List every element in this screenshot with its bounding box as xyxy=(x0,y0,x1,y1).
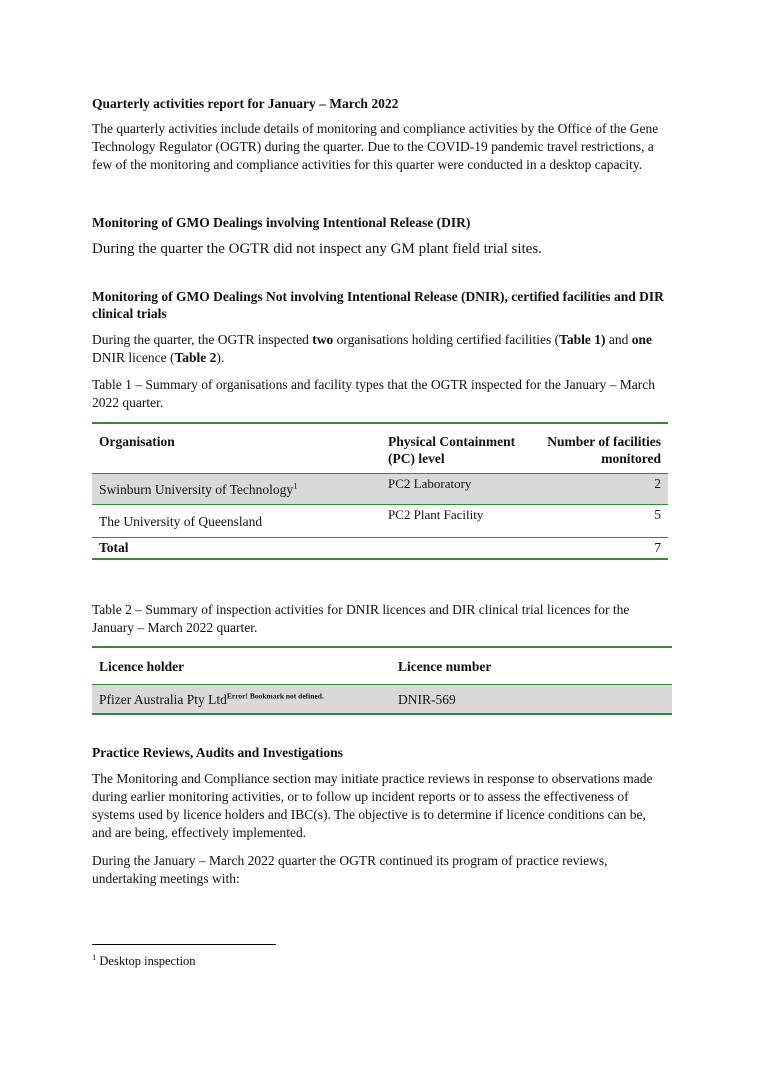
dir-heading: Monitoring of GMO Dealings involving Intentional Release (DIR) xyxy=(92,215,471,230)
count-cell: 5 xyxy=(654,507,661,522)
table-header-row xyxy=(92,647,672,684)
level-cell: PC2 Laboratory xyxy=(388,476,472,491)
total-value: 7 xyxy=(654,540,661,555)
footnote: $^1$ Desktop inspection xyxy=(92,951,196,968)
table2-caption: Table 2 – Summary of inspection activities for DNIR licences and DIR clinical trial licences for the January – March 2022 quarter. xyxy=(92,602,630,635)
practice-paragraph-2: During the January – March 2022 quarter the OGTR continued its program of practice reviews, undertaking meetings with: xyxy=(92,853,608,886)
table-row xyxy=(92,474,668,505)
table-row xyxy=(92,505,668,538)
footnote-ref[interactable]: 1 xyxy=(293,480,298,491)
col-organisation: Organisation xyxy=(99,434,175,449)
table-row xyxy=(92,684,672,714)
table-header-row xyxy=(92,423,668,474)
dir-paragraph: During the quarter the OGTR did not inspect any GM plant field trial sites. xyxy=(92,241,542,257)
col-licence-number: Licence number xyxy=(398,658,492,674)
org-cell: The University of Queensland xyxy=(99,514,263,529)
intro-paragraph: The quarterly activities include details of monitoring and compliance activities by the Office of the Gene Technology Regulator (OGTR) during the quarter. Due to the COVID-19 pandemic travel restrictions, a few of the monitoring and compliance activities for this quarter were conducted in a desktop capacity. xyxy=(92,121,659,172)
col-facility-count: Number of facilities monitored xyxy=(547,434,661,466)
level-cell: PC2 Plant Facility xyxy=(388,507,484,522)
org-cell: Swinburn University of Technology$^1$ xyxy=(99,480,298,497)
dnir-heading: Monitoring of GMO Dealings Not involving Intentional Release (DNIR), certified facilities and DIR clinical trials xyxy=(92,289,664,321)
dnir-paragraph: During the quarter, the OGTR inspected two organisations holding certified facilities (Table 1) and one DNIR licence (Table 2). xyxy=(92,332,652,365)
table1-caption: Table 1 – Summary of organisations and facility types that the OGTR inspected for the January – March 2022 quarter. xyxy=(92,377,656,410)
practice-heading: Practice Reviews, Audits and Investigations xyxy=(92,745,343,760)
col-licence-holder: Licence holder xyxy=(99,658,185,674)
licence-table xyxy=(92,646,672,715)
holder-cell: Pfizer Australia Pty Ltd$^{Error! Bookmark not defined.}$ xyxy=(99,691,324,707)
bookmark-error: Error! Bookmark not defined. xyxy=(226,691,324,700)
facilities-table xyxy=(92,422,668,560)
practice-paragraph: The Monitoring and Compliance section may initiate practice reviews in response to observations made during earlier monitoring activities, or to follow up incident reports or to assess the effectiveness of systems used by licence holders and IBC(s). The objective is to determine if licence conditions can be, and are being, effectively implemented. xyxy=(92,771,653,840)
count-cell: 2 xyxy=(654,476,661,491)
total-row xyxy=(92,538,668,559)
col-pc-level: Physical Containment (PC) level xyxy=(388,434,516,466)
total-label: Total xyxy=(99,540,129,555)
footnote-separator xyxy=(92,944,276,945)
report-heading: Quarterly activities report for January – March 2022 xyxy=(92,96,399,111)
licence-number-cell: DNIR-569 xyxy=(398,691,456,707)
